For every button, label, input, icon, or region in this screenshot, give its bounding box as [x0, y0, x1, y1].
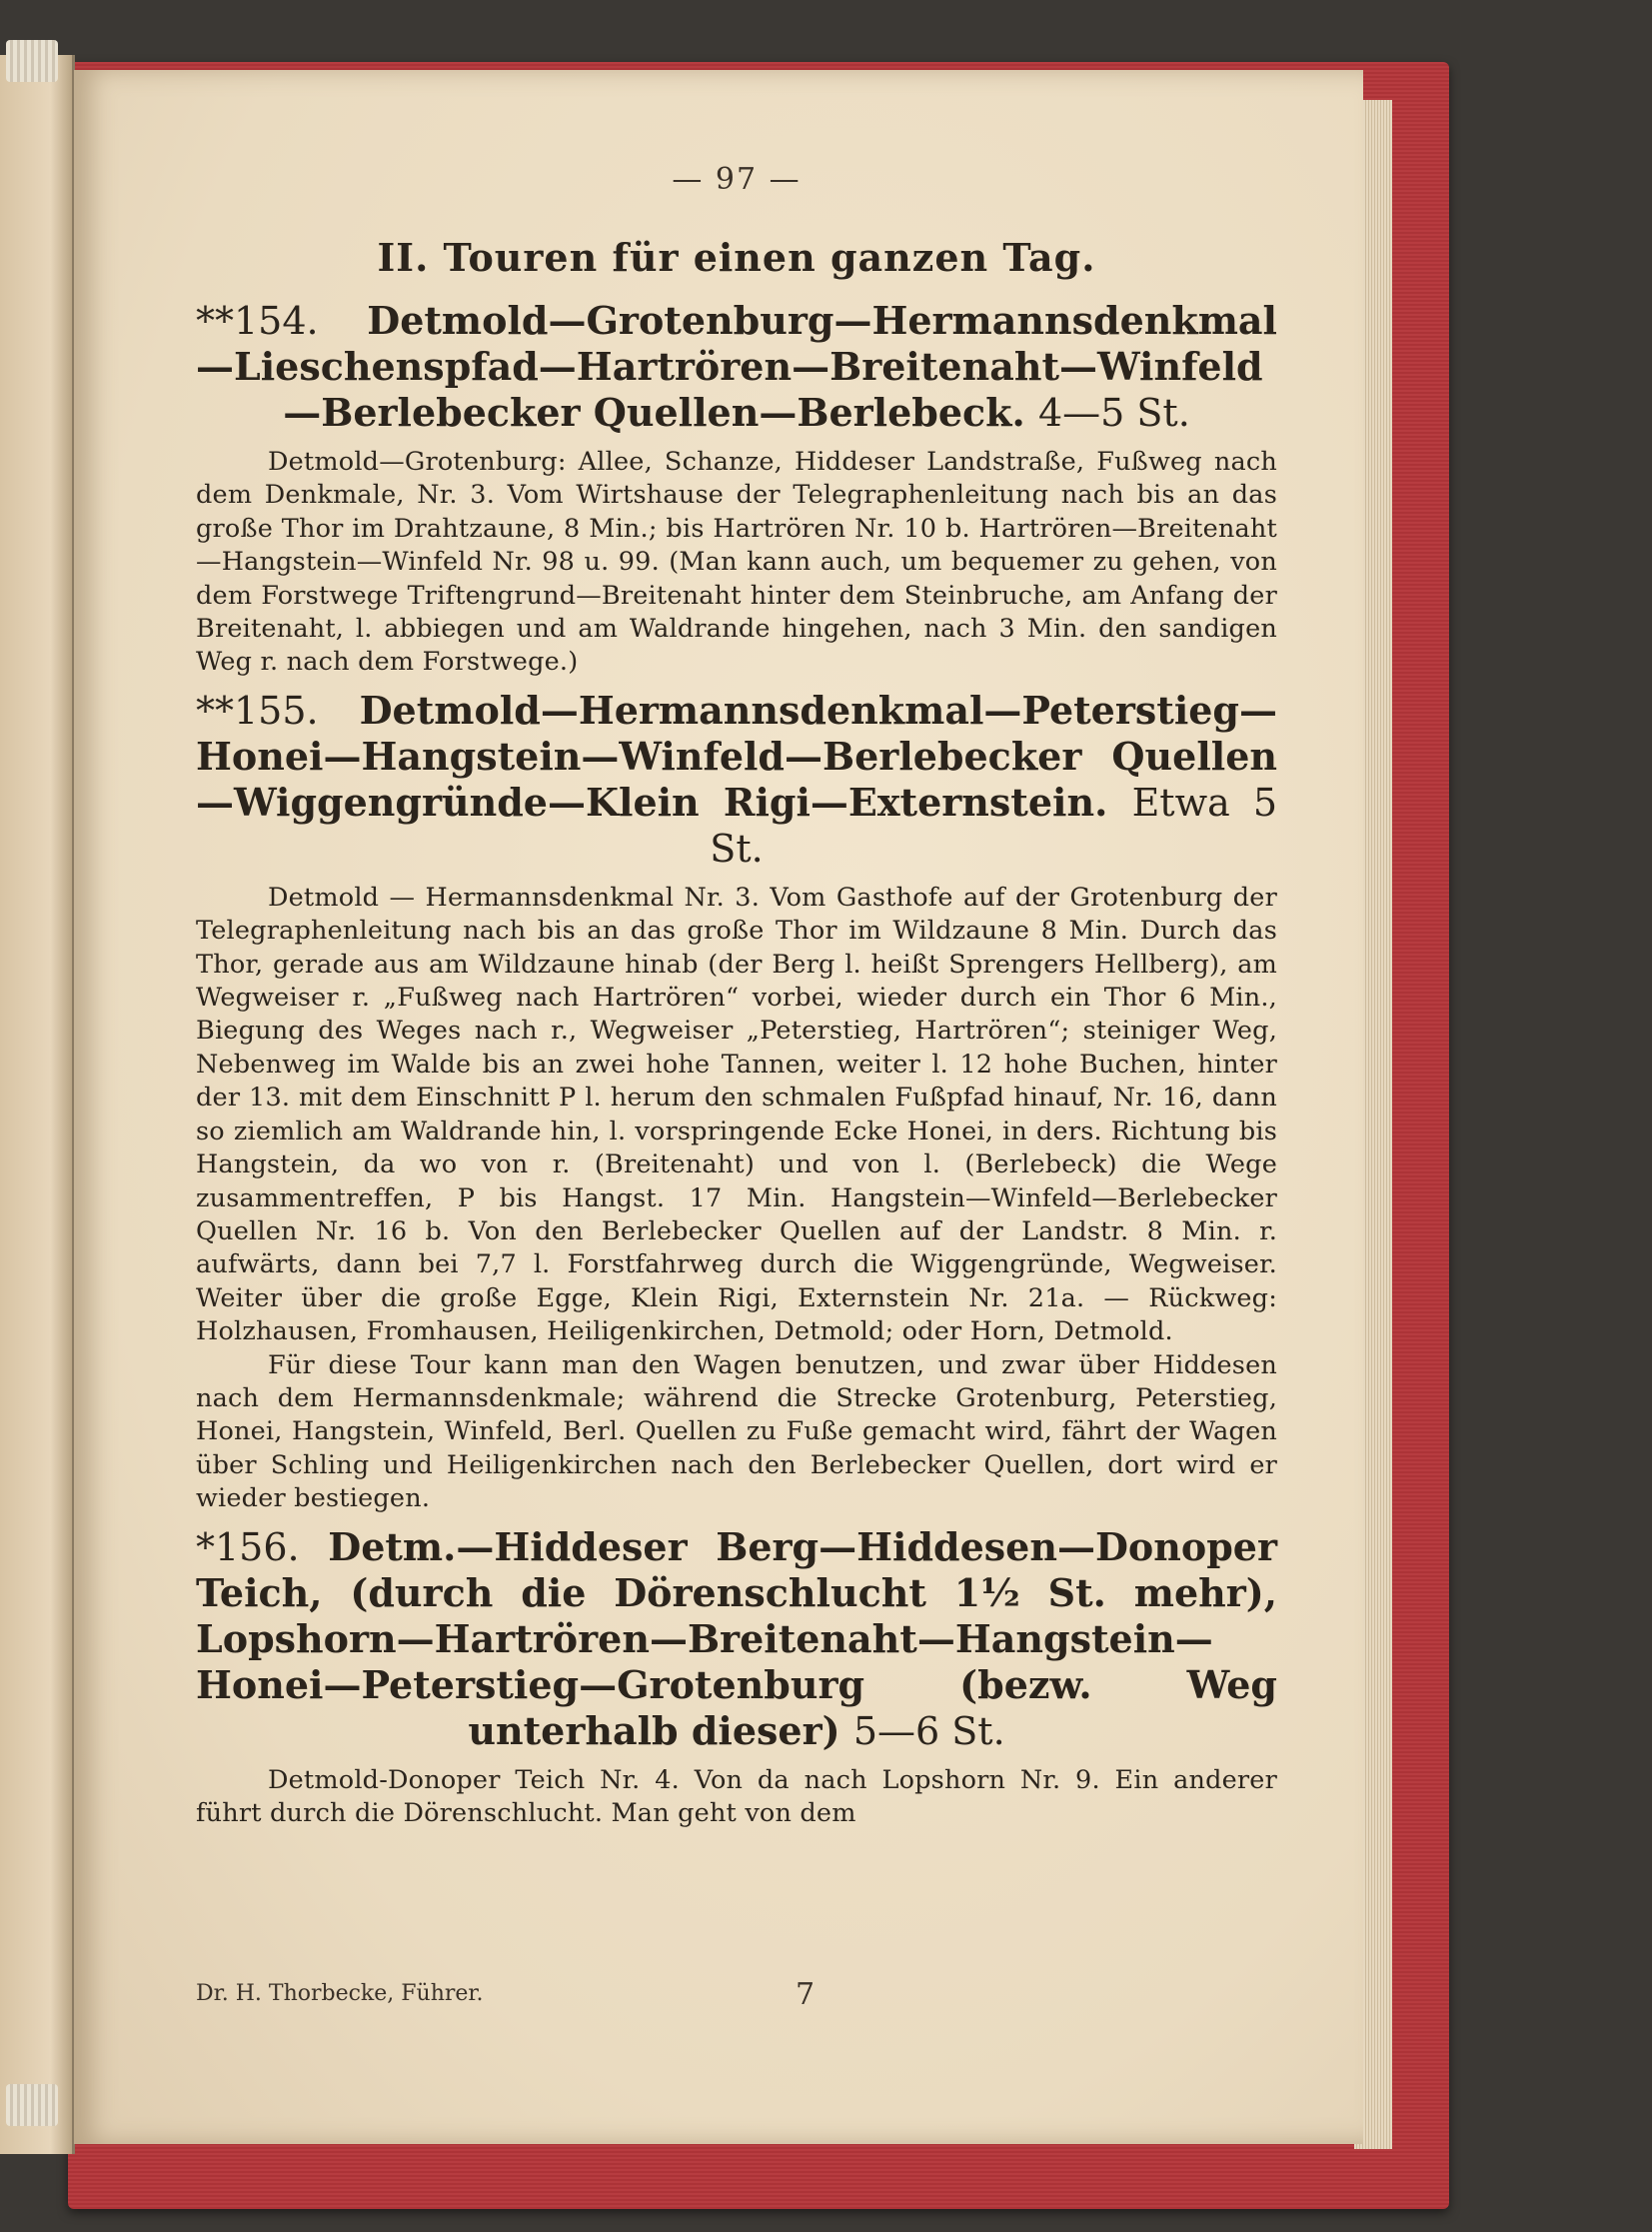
tour-title	[196, 688, 1277, 872]
binding-thread	[6, 2084, 58, 2126]
tour-paragraph: Detmold — Hermannsdenkmal Nr. 3. Vom Gasthofe auf der Grotenburg der Telegraphenleitung nach bis an das große Thor im Wildzaune 8 Min. Durch das Thor, gerade aus am Wildzaune hinab (der Berg l. heißt Sprengers Hellberg), am Wegweiser r. „Fußweg nach Hartrören“ vorbei, wieder durch ein Thor 6 Min., Biegung des Weges nach r., Wegweiser „Peterstieg, Hartrören“; steiniger Weg, Nebenweg im Walde bis an zwei hohe Tannen, weiter l. 12 hohe Buchen, hinter der 13. mit dem Einschnitt P l. herum den schmalen Fußpfad hinauf, Nr. 16, dann so ziemlich am Waldrande hin, l. vorspringende Ecke Honei, in ders. Richtung bis Hangstein, da wo von r. (Breitenaht) und von l. (Berlebeck) die Wege zusammentreffen, P bis Hangst. 17 Min. Hangstein—Winfeld—Berlebecker Quellen Nr. 16 b. Von den Berlebecker Quellen auf der Landstr. 8 Min. r. aufwärts, dann bei 7,7 l. Forstfahrweg durch die Wiggengründe, Wegweiser. Weiter über die große Egge, Klein Rigi, Externstein Nr. 21a. — Rückweg: Holzhausen, Fromhausen, Heiligenkirchen, Detmold; oder Horn, Detmold.	[196, 882, 1277, 1347]
tour-duration: Etwa 5 St.	[710, 780, 1277, 871]
book-page	[74, 70, 1363, 2144]
tour-number: **155.	[196, 688, 319, 733]
printer-signature: Dr. H. Thorbecke, Führer.	[196, 1981, 484, 2006]
tour-paragraph: Detmold—Grotenburg: Allee, Schanze, Hiddeser Landstraße, Fußweg nach dem Denkmale, Nr. 3. Vom Wirtshause der Telegraphenleitung nach bis an das große Thor im Drahtzaune, 8 Min.; bis Hartrören Nr. 10 b. Hartrören—Breitenaht—Hangstein—Winfeld Nr. 98 u. 99. (Man kann auch, um bequemer zu gehen, von dem Forstwege Triftengrund—Breitenaht hinter dem Steinbruche, am Anfang der Breitenaht, l. abbiegen und am Waldrande hingehen, nach 3 Min. den sandigen Weg r. nach dem Forstwege.)	[196, 447, 1277, 678]
tour-duration: 5—6 St.	[852, 1708, 1005, 1753]
signature-number: 7	[796, 1977, 816, 2012]
binding-thread	[6, 40, 58, 82]
tour-route: Detmold—Hermannsdenkmal—Peterstieg—Honei—Hangstein—Winfeld—Berlebecker Quellen—Wiggengründe—Klein Rigi—Externstein.	[196, 687, 1277, 825]
page-text	[196, 162, 1277, 2012]
tour-paragraph: Für diese Tour kann man den Wagen benutzen, und zwar über Hiddesen nach dem Hermannsdenkmale; während die Strecke Grotenburg, Peterstieg, Honei, Hangstein, Winfeld, Berl. Quellen zu Fuße gemacht wird, fährt der Wagen über Schling und Heiligenkirchen nach den Berlebecker Quellen, dort wird er wieder bestiegen.	[196, 1349, 1277, 1514]
page-footer	[196, 1977, 1277, 2012]
tour-title	[196, 1524, 1277, 1754]
tour-154	[196, 298, 1277, 680]
section-heading: II. Touren für einen ganzen Tag.	[377, 235, 1096, 280]
tour-paragraph: Detmold-Donoper Teich Nr. 4. Von da nach Lopshorn Nr. 9. Ein anderer führt durch die Dörenschlucht. Man geht von dem	[196, 1764, 1277, 1828]
tour-duration: 4—5 St.	[1037, 391, 1190, 435]
tour-route: Detmold—Grotenburg—Hermannsdenkmal—Lieschenspfad—Hartrören—Breitenaht—Winfeld—Berlebecker Quellen—Berlebeck.	[196, 298, 1277, 435]
tour-number: *156.	[196, 1524, 300, 1569]
tour-title	[196, 298, 1277, 436]
tour-route: Detm.—Hiddeser Berg—Hiddesen—Donoper Teich, (durch die Dörenschlucht 1½ St. mehr), Lopshorn—Hartrören—Breitenaht—Hangstein—Honei—Peterstieg—Grotenburg (bezw. Weg unterhalb dieser)	[196, 1523, 1277, 1753]
tour-156	[196, 1524, 1277, 1831]
tour-number: **154.	[196, 299, 319, 343]
left-page-edge	[0, 55, 75, 2154]
tour-155	[196, 688, 1277, 1516]
page-number: — 97 —	[672, 162, 802, 197]
